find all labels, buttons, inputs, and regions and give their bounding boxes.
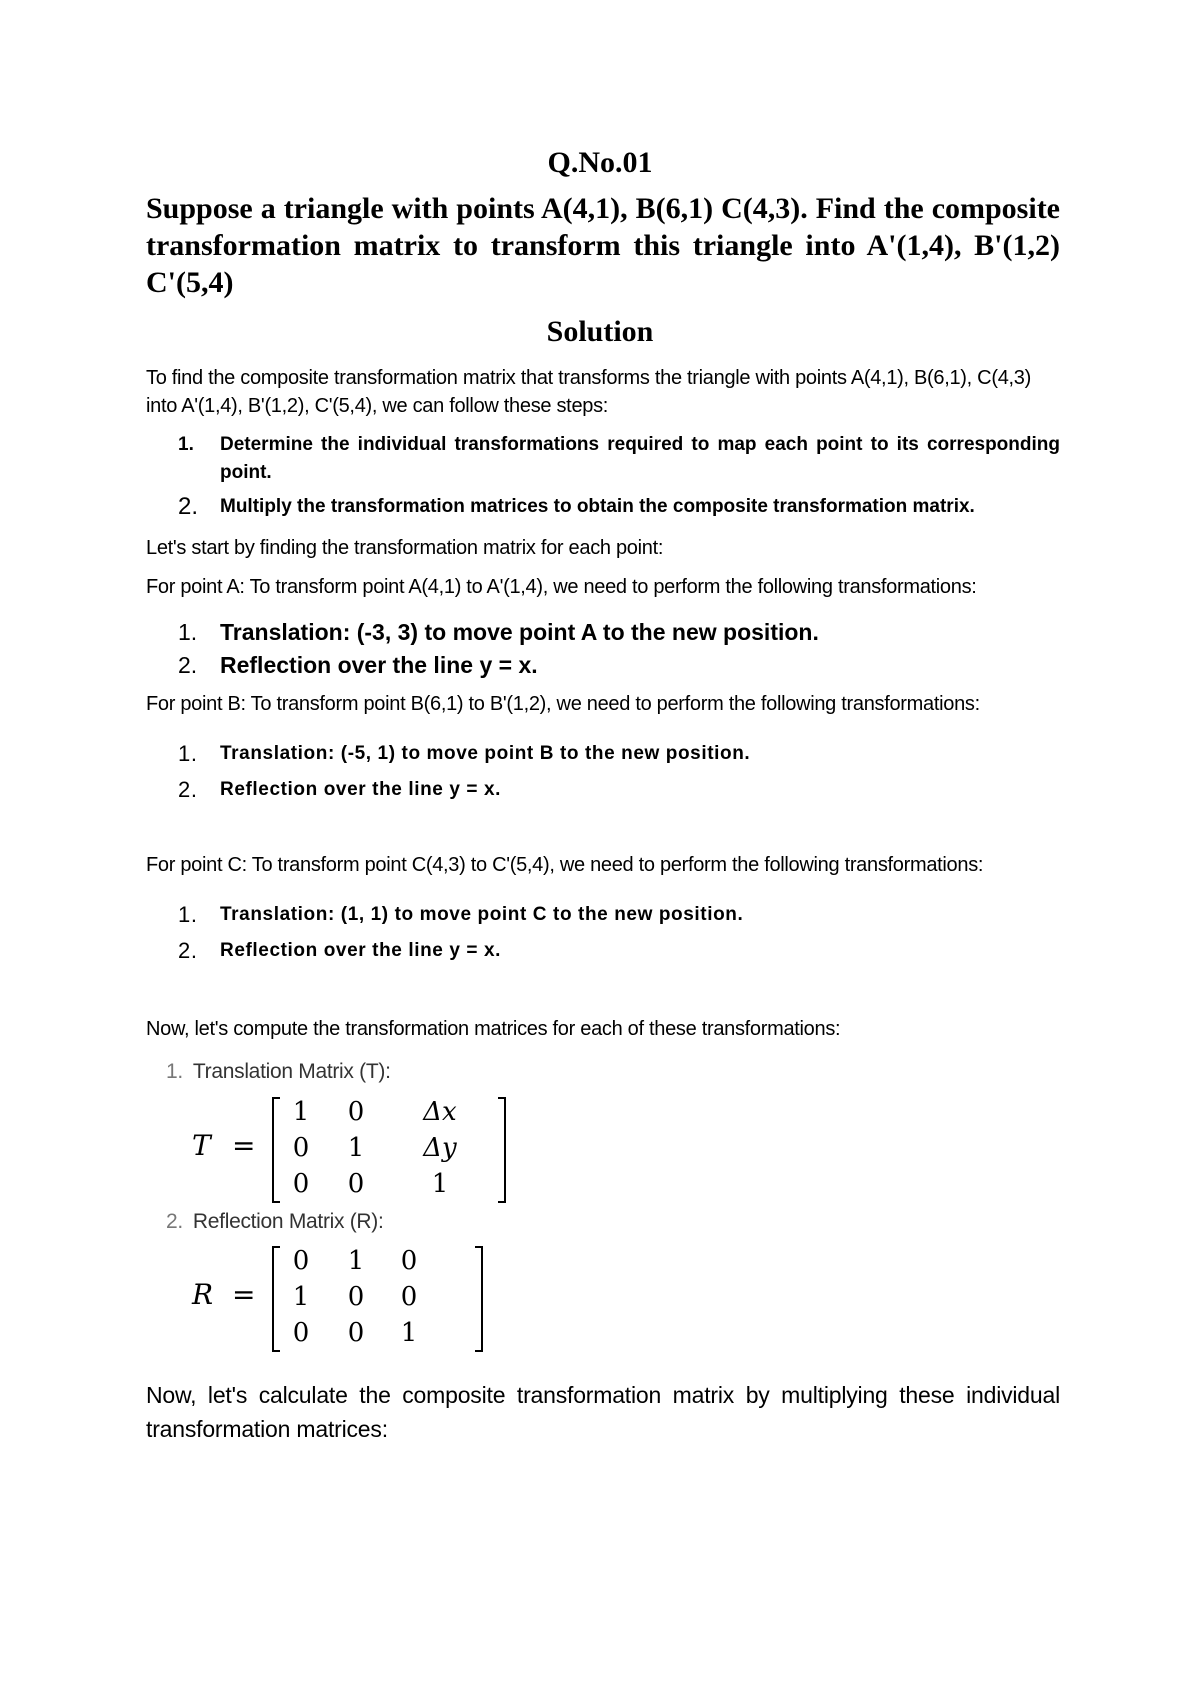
lets-start-paragraph: Let's start by finding the transformation matrix for each point: [146, 537, 664, 559]
point-a-steps [178, 616, 1060, 682]
label-number: 1. [166, 1060, 183, 1083]
matrix-cell: 1 [400, 1318, 418, 1348]
left-bracket [273, 1247, 280, 1351]
matrix-cell: 1 [431, 1169, 449, 1199]
list-text: Reflection over the line y = x. [220, 652, 538, 678]
list-item [178, 649, 1060, 682]
matrix-cell: 0 [400, 1282, 418, 1312]
list-item [178, 897, 1060, 933]
list-text: Reflection over the line y = x. [220, 779, 501, 800]
point-c-steps [178, 897, 1060, 969]
matrix-cell: 0 [292, 1246, 310, 1276]
final-paragraph: Now, let's calculate the composite transformation matrix by multiplying these individual transformation matrices: [146, 1382, 1060, 1442]
matrix-cell: 0 [347, 1318, 365, 1348]
list-item [178, 431, 1060, 487]
point-c-paragraph: For point C: To transform point C(4,3) to C'(5,4), we need to perform the following transformations: [146, 854, 984, 876]
label-text: Translation Matrix (T): [192, 1060, 391, 1083]
right-bracket [498, 1098, 505, 1202]
list-number: 1. [178, 741, 198, 766]
left-bracket [273, 1098, 280, 1202]
reflection-matrix-label [166, 1210, 384, 1234]
matrix-cell: 0 [347, 1169, 365, 1199]
list-number: 1. [178, 619, 198, 645]
matrix-cell: 1 [292, 1097, 310, 1127]
list-number: 1. [178, 902, 198, 927]
list-number: 2. [178, 652, 198, 678]
list-item [178, 736, 1060, 772]
label-number: 2. [166, 1210, 183, 1233]
list-text: Multiply the transformation matrices to obtain the composite transformation matrix. [220, 496, 975, 517]
compute-paragraph: Now, let's compute the transformation matrices for each of these transformations: [146, 1018, 841, 1040]
matrix-cell: 0 [347, 1282, 365, 1312]
equals-sign: = [232, 1129, 256, 1162]
point-a-paragraph: For point A: To transform point A(4,1) to A'(1,4), we need to perform the following transformations: [146, 576, 977, 598]
list-text: Translation: (-3, 3) to move point A to the new position. [220, 619, 819, 645]
right-bracket [475, 1247, 482, 1351]
list-text: Translation: (-5, 1) to move point B to the new position. [220, 743, 751, 764]
matrix-cell: 1 [347, 1246, 365, 1276]
matrix-symbol: T [192, 1129, 211, 1162]
list-item [178, 616, 1060, 649]
label-text: Reflection Matrix (R): [192, 1210, 384, 1233]
matrix-cell: 0 [400, 1246, 418, 1276]
equals-sign: = [232, 1278, 256, 1311]
list-item [178, 493, 1060, 521]
list-text: Reflection over the line y = x. [220, 940, 501, 961]
matrix-cell: 1 [347, 1133, 365, 1163]
list-number: 2. [178, 938, 198, 963]
matrix-cell: 0 [292, 1133, 310, 1163]
matrix-cell: 0 [292, 1169, 310, 1199]
list-number: 2. [178, 777, 198, 802]
steps-list [178, 431, 1060, 521]
point-b-paragraph: For point B: To transform point B(6,1) to B'(1,2), we need to perform the following transformations: [146, 693, 980, 715]
list-text: Translation: (1, 1) to move point C to the new position. [220, 904, 744, 925]
translation-matrix-label [166, 1060, 391, 1084]
matrix-cell: 0 [292, 1318, 310, 1348]
matrix-cell: Δy [423, 1133, 457, 1163]
matrix-symbol: R [192, 1278, 214, 1311]
matrix-cell: 0 [347, 1097, 365, 1127]
matrix-cell: Δx [423, 1097, 457, 1127]
intro-paragraph: To find the composite transformation matrix that transforms the triangle with points A(4,1), B(6,1), C(4,3) into A'(1,4), B'(1,2), C'(5,4), we can follow these steps: [146, 367, 1031, 417]
point-b-steps [178, 736, 1060, 808]
matrix-cell: 1 [292, 1282, 310, 1312]
list-item [178, 933, 1060, 969]
list-number: 2. [178, 493, 199, 520]
question-text: Suppose a triangle with points A(4,1), B(6,1) C(4,3). Find the composite transformation matrix to transform this triangle into A'(1,4), B'(1,2) C'(5,4) [146, 192, 1060, 299]
solution-heading: Solution [546, 315, 654, 348]
question-number: Q.No.01 [547, 146, 653, 179]
list-text: Determine the individual transformations required to map each point to its corresponding point. [220, 434, 1060, 483]
list-number: 1. [178, 434, 194, 455]
list-item [178, 772, 1060, 808]
